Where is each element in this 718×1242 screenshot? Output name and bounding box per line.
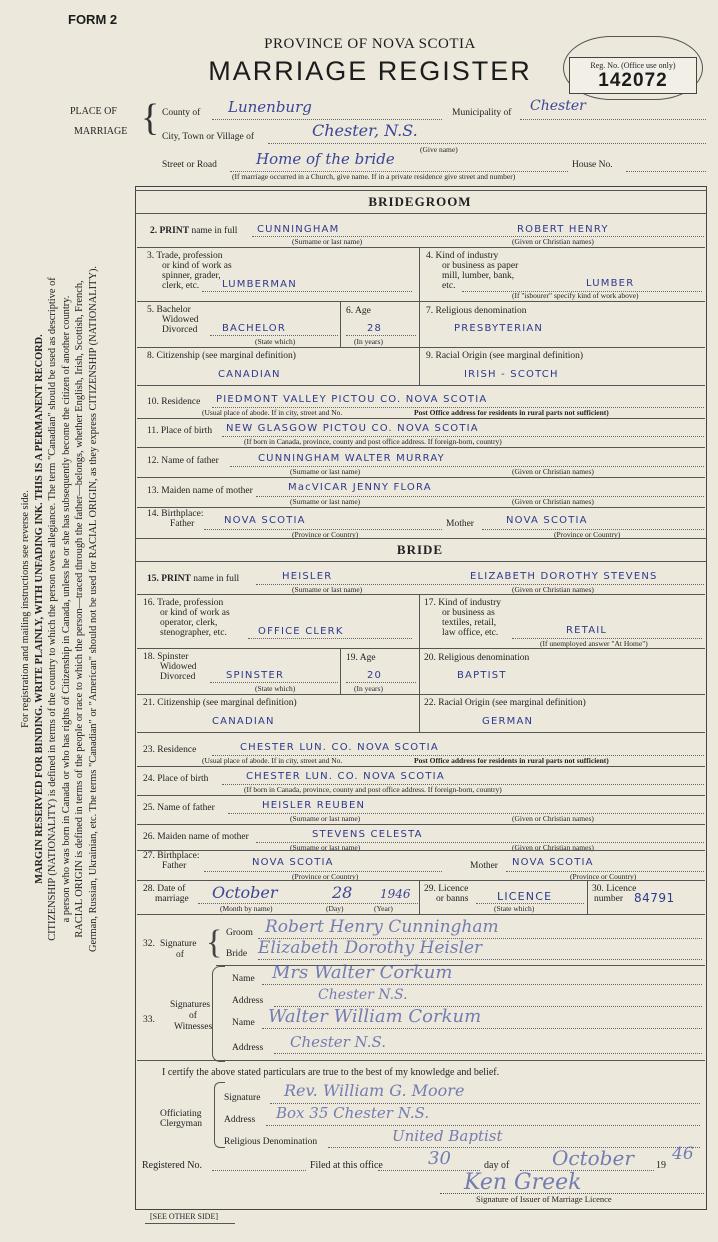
f32-l3: of (176, 950, 184, 960)
f33-num: 33. (143, 1015, 155, 1025)
house-label: House No. (572, 160, 613, 170)
clergy-address: Box 35 Chester N.S. (276, 1104, 430, 1122)
f29-l1: 29. Licence (424, 884, 469, 894)
bridegroom-heading: BRIDEGROOM (368, 194, 472, 209)
f16-l3: operator, clerk, (160, 618, 218, 628)
bride-signature: Elizabeth Dorothy Heisler (258, 938, 483, 958)
f14-father-label: Father (170, 519, 195, 529)
f17-l3: textiles, retail, (442, 618, 497, 628)
f4-l1: 4. Kind of industry (426, 251, 499, 261)
f4-l3: mill, lumber, bank, (442, 271, 515, 281)
f5-l3: Divorced (162, 325, 198, 335)
f15-given: ELIZABETH DOROTHY STEVENS (470, 571, 658, 582)
f23-label: 23. Residence (143, 745, 197, 755)
f15-given-cap: (Given or Christian names) (512, 585, 594, 594)
f33-l3: Witnesses (174, 1022, 213, 1032)
margin-line-4: a person who was born in Canada or who has rights of Citizenship in Canada, unless he or she has subsequently become the citizen of another country. (60, 295, 72, 923)
f25-given-cap: (Given or Christian names) (512, 814, 594, 823)
form-label: FORM 2 (68, 12, 118, 27)
w1-name: Mrs Walter Corkum (272, 962, 453, 983)
f12-given-cap: (Given or Christian names) (512, 467, 594, 476)
f30-l2: number (594, 894, 624, 904)
f3-value: LUMBERMAN (222, 279, 297, 290)
margin-line-2: MARGIN RESERVED FOR BINDING. WRITE PLAINLY, WITH UNFADING INK. THIS IS A PERMANENT RECORD. (33, 334, 45, 884)
margin-line-3: CITIZENSHIP (NATIONALITY) is defined in terms of the country to which the person owes allegiance. The term "Canadian" should be used as descriptive of (47, 277, 59, 941)
f2-label: 2. PRINT name in full (150, 226, 238, 236)
f26-label: 26. Maiden name of mother (143, 832, 249, 842)
f13-surname-cap: (Surname or last name) (290, 497, 361, 506)
f27-l1: 27. Birthplace: (143, 851, 200, 861)
f23-cap-b: Post Office address for residents in rural parts not sufficient) (414, 756, 609, 765)
f18-l1: 18. Spinster (143, 652, 189, 662)
f15-surname: HEISLER (282, 571, 333, 582)
f9-value: IRISH - SCOTCH (464, 369, 559, 380)
street-value: Home of the bride (256, 150, 395, 168)
f29-l2: or banns (436, 894, 469, 904)
f26-given-cap: (Given or Christian names) (512, 843, 594, 852)
f33-l1: Signatures (170, 1000, 211, 1010)
filed-label: Filed at this office (310, 1160, 383, 1171)
registered-no-label: Registered No. (142, 1160, 202, 1171)
reg-box (569, 57, 697, 94)
sig-brace: { (206, 924, 223, 961)
clergy-sig-label: Signature (224, 1093, 261, 1103)
county-label: County of (162, 108, 201, 118)
f4-cap: (If "isbourer" specify kind of work above) (512, 291, 639, 300)
f28-day: 28 (332, 883, 353, 902)
f27-father-cap: (Province or Country) (292, 872, 359, 881)
clergy-address-label: Address (224, 1115, 256, 1125)
clergy-l1: Officiating (160, 1109, 202, 1119)
f5-l1: 5. Bachelor (147, 305, 191, 315)
w1-address-label: Address (232, 996, 264, 1006)
f17-l1: 17. Kind of industry (424, 598, 502, 608)
clergy-signature: Rev. William G. Moore (284, 1081, 465, 1100)
f14-father-value: NOVA SCOTIA (224, 515, 306, 526)
f6-cap: (In years) (354, 337, 383, 346)
f13-value: MacVICAR JENNY FLORA (288, 482, 432, 493)
f24-cap: (If born in Canada, province, county and post office address. If foreign-born, country) (244, 785, 502, 794)
groom-sig-label: Groom (226, 928, 253, 938)
f5-value: BACHELOR (222, 323, 286, 334)
f10-label: 10. Residence (147, 397, 201, 407)
f10-value: PIEDMONT VALLEY PICTOU CO. NOVA SCOTIA (216, 394, 488, 405)
witness-brace (212, 966, 225, 1062)
f4-value: LUMBER (586, 278, 635, 289)
f21-label: 21. Citizenship (see marginal definition) (143, 698, 297, 708)
f5-cap: (State which) (255, 337, 296, 346)
f28-month: October (212, 883, 278, 902)
religious-denom-label: Religious Denomination (224, 1137, 318, 1147)
street-label: Street or Road (162, 160, 217, 170)
surname-cap: (Surname or last name) (292, 237, 363, 246)
f11-value: NEW GLASGOW PICTOU CO. NOVA SCOTIA (226, 423, 479, 434)
f17-cap: (If unemployed answer "At Home") (540, 639, 648, 648)
f26-value: STEVENS CELESTA (312, 829, 423, 840)
f15-label: 15. PRINT name in full (147, 574, 240, 584)
city-label: City, Town or Village of (162, 132, 254, 142)
f14-father-cap: (Province or Country) (292, 530, 359, 539)
f9-label: 9. Racial Origin (see marginal definition) (426, 351, 584, 361)
margin-instructions (19, 39, 149, 1179)
w2-address: Chester N.S. (290, 1033, 386, 1051)
filed-day: 30 (428, 1148, 451, 1169)
f22-label: 22. Racial Origin (see marginal definition) (424, 698, 586, 708)
f17-l2: or business as (442, 608, 495, 618)
month-cap: (Month by name) (220, 904, 273, 913)
f28-year: 1946 (380, 887, 411, 901)
place-label-2: MARRIAGE (74, 126, 128, 137)
issuer-cap: Signature of Issuer of Marriage Licence (476, 1194, 612, 1204)
f3-l1: 3. Trade, profession (147, 251, 223, 261)
church-note: (If marriage occurred in a Church, give name. If in a private residence give street and number) (232, 172, 516, 181)
year-prefix: 19 (656, 1160, 666, 1171)
reg-label: Reg. No. (Office use only) (590, 61, 676, 70)
province-title: PROVINCE OF NOVA SCOTIA (264, 36, 476, 52)
w1-address: Chester N.S. (318, 987, 408, 1003)
f23-value: CHESTER LUN. CO. NOVA SCOTIA (240, 742, 439, 753)
f29-cap: (State which) (494, 904, 535, 913)
f23-cap: (Usual place of abode. If in city, street and No. (202, 756, 343, 765)
brace: { (141, 97, 160, 139)
f14-mother-cap: (Province or Country) (554, 530, 621, 539)
w2-name: Walter William Corkum (268, 1006, 482, 1027)
f11-cap: (If born in Canada, province, county and post office address. If foreign-born, country) (244, 437, 502, 446)
f27-father-label: Father (162, 861, 187, 871)
w2-name-label: Name (232, 1018, 255, 1028)
f14-mother-value: NOVA SCOTIA (506, 515, 588, 526)
f7-value: PRESBYTERIAN (454, 323, 544, 334)
f16-value: OFFICE CLERK (258, 626, 344, 637)
f18-l2: Widowed (160, 662, 197, 672)
f27-mother-cap: (Province or Country) (570, 872, 637, 881)
issuer-signature: Ken Greek (464, 1170, 582, 1195)
f14-l1: 14. Birthplace: (147, 509, 204, 519)
f2-given: ROBERT HENRY (517, 224, 609, 235)
year-cap: (Year) (374, 904, 393, 913)
f18-l3: Divorced (160, 672, 196, 682)
f6-label: 6. Age (346, 306, 371, 316)
f12-label: 12. Name of father (147, 456, 219, 466)
see-other-side: [SEE OTHER SIDE] (150, 1212, 218, 1221)
f16-l1: 16. Trade, profession (143, 598, 224, 608)
f13-label: 13. Maiden name of mother (147, 486, 253, 496)
f10-cap: (Usual place of abode. If in city, street and No. (202, 408, 343, 417)
filed-year: 46 (672, 1144, 694, 1164)
f25-surname-cap: (Surname or last name) (290, 814, 361, 823)
f18-cap: (State which) (255, 684, 296, 693)
filed-month: October (552, 1146, 634, 1170)
f24-value: CHESTER LUN. CO. NOVA SCOTIA (246, 771, 445, 782)
f8-value: CANADIAN (218, 369, 281, 380)
f3-l2: or kind of work as (162, 261, 232, 271)
given-cap: (Given or Christian names) (512, 237, 594, 246)
f3-l4: clerk, etc. (162, 281, 200, 291)
groom-signature: Robert Henry Cunningham (265, 917, 499, 937)
f12-value: CUNNINGHAM WALTER MURRAY (258, 453, 445, 464)
bride-heading: BRIDE (396, 542, 444, 557)
f20-value: BAPTIST (457, 670, 507, 681)
f21-value: CANADIAN (212, 716, 275, 727)
f19-cap: (In years) (354, 684, 383, 693)
bride-sig-label: Bride (226, 949, 248, 959)
f25-value: HEISLER REUBEN (262, 800, 366, 811)
w2-address-label: Address (232, 1043, 264, 1053)
f32-num: 32. (143, 939, 155, 949)
f12-surname-cap: (Surname or last name) (290, 467, 361, 476)
f6-value: 28 (367, 323, 383, 334)
f8-label: 8. Citizenship (see marginal definition) (147, 351, 296, 361)
f25-label: 25. Name of father (143, 803, 215, 813)
f7-label: 7. Religious denomination (426, 306, 527, 316)
f18-value: SPINSTER (226, 670, 285, 681)
county-value: Lunenburg (228, 98, 312, 116)
municipality-label: Municipality of (452, 108, 512, 118)
place-label-1: PLACE OF (70, 106, 117, 117)
f29-value: LICENCE (497, 890, 553, 903)
margin-line-6: German, Russian, Ukrainian, etc. The terms "Canadian" or "American" should not be used for RACIAL ORIGIN, as they express CITIZENSHIP (NATIONALITY). (87, 265, 99, 953)
clergy-denomination: United Baptist (392, 1127, 503, 1145)
f27-father-value: NOVA SCOTIA (252, 857, 334, 868)
f16-l4: stenographer, etc. (160, 628, 227, 638)
clergy-l2: Clergyman (160, 1119, 203, 1129)
municipality-value: Chester (530, 98, 586, 114)
f2-surname: CUNNINGHAM (257, 224, 340, 235)
page-title: MARRIAGE REGISTER (208, 56, 532, 86)
f17-value: RETAIL (566, 625, 608, 636)
f16-l2: or kind of work as (160, 608, 230, 618)
f32-l2: Signature (160, 939, 197, 949)
f27-mother-label: Mother (470, 861, 498, 871)
f28-l1: 28. Date of (143, 884, 186, 894)
f30-l1: 30. Licence (592, 884, 637, 894)
f27-mother-value: NOVA SCOTIA (512, 857, 594, 868)
margin-line-1: For registration and mailing instructions see reverse side. (20, 490, 31, 728)
f10-cap-b: Post Office address for residents in rural parts not sufficient) (414, 408, 609, 417)
certify-statement: I certify the above stated particulars are true to the best of my knowledge and belief. (162, 1067, 500, 1078)
f3-l3: spinner, grader, (162, 271, 221, 281)
f4-l2: or business as paper (442, 261, 519, 271)
f19-label: 19. Age (346, 653, 376, 663)
w1-name-label: Name (232, 974, 255, 984)
f26-surname-cap: (Surname or last name) (290, 843, 361, 852)
f4-l4: etc. (442, 281, 456, 291)
reg-number: 142072 (598, 70, 668, 91)
f30-value: 84791 (634, 891, 675, 905)
f15-surname-cap: (Surname or last name) (292, 585, 363, 594)
city-value: Chester, N.S. (312, 121, 418, 140)
f14-mother-label: Mother (446, 519, 474, 529)
f33-l2: of (189, 1011, 197, 1021)
f28-l2: marriage (155, 894, 189, 904)
f5-l2: Widowed (162, 315, 199, 325)
f20-label: 20. Religious denomination (424, 653, 530, 663)
f11-label: 11. Place of birth (147, 426, 213, 436)
f17-l4: law office, etc. (442, 628, 499, 638)
day-cap: (Day) (326, 904, 344, 913)
f24-label: 24. Place of birth (143, 774, 209, 784)
day-of-label: day of (484, 1160, 510, 1171)
f19-value: 20 (367, 670, 383, 681)
f22-value: GERMAN (482, 716, 534, 727)
give-name-cap: (Give name) (420, 145, 458, 154)
f13-given-cap: (Given or Christian names) (512, 497, 594, 506)
margin-line-5: RACIAL ORIGIN is defined in terms of the people or race to which the person—traced through the father—belongs, whether English, Irish, Scottish, French, (74, 280, 86, 938)
